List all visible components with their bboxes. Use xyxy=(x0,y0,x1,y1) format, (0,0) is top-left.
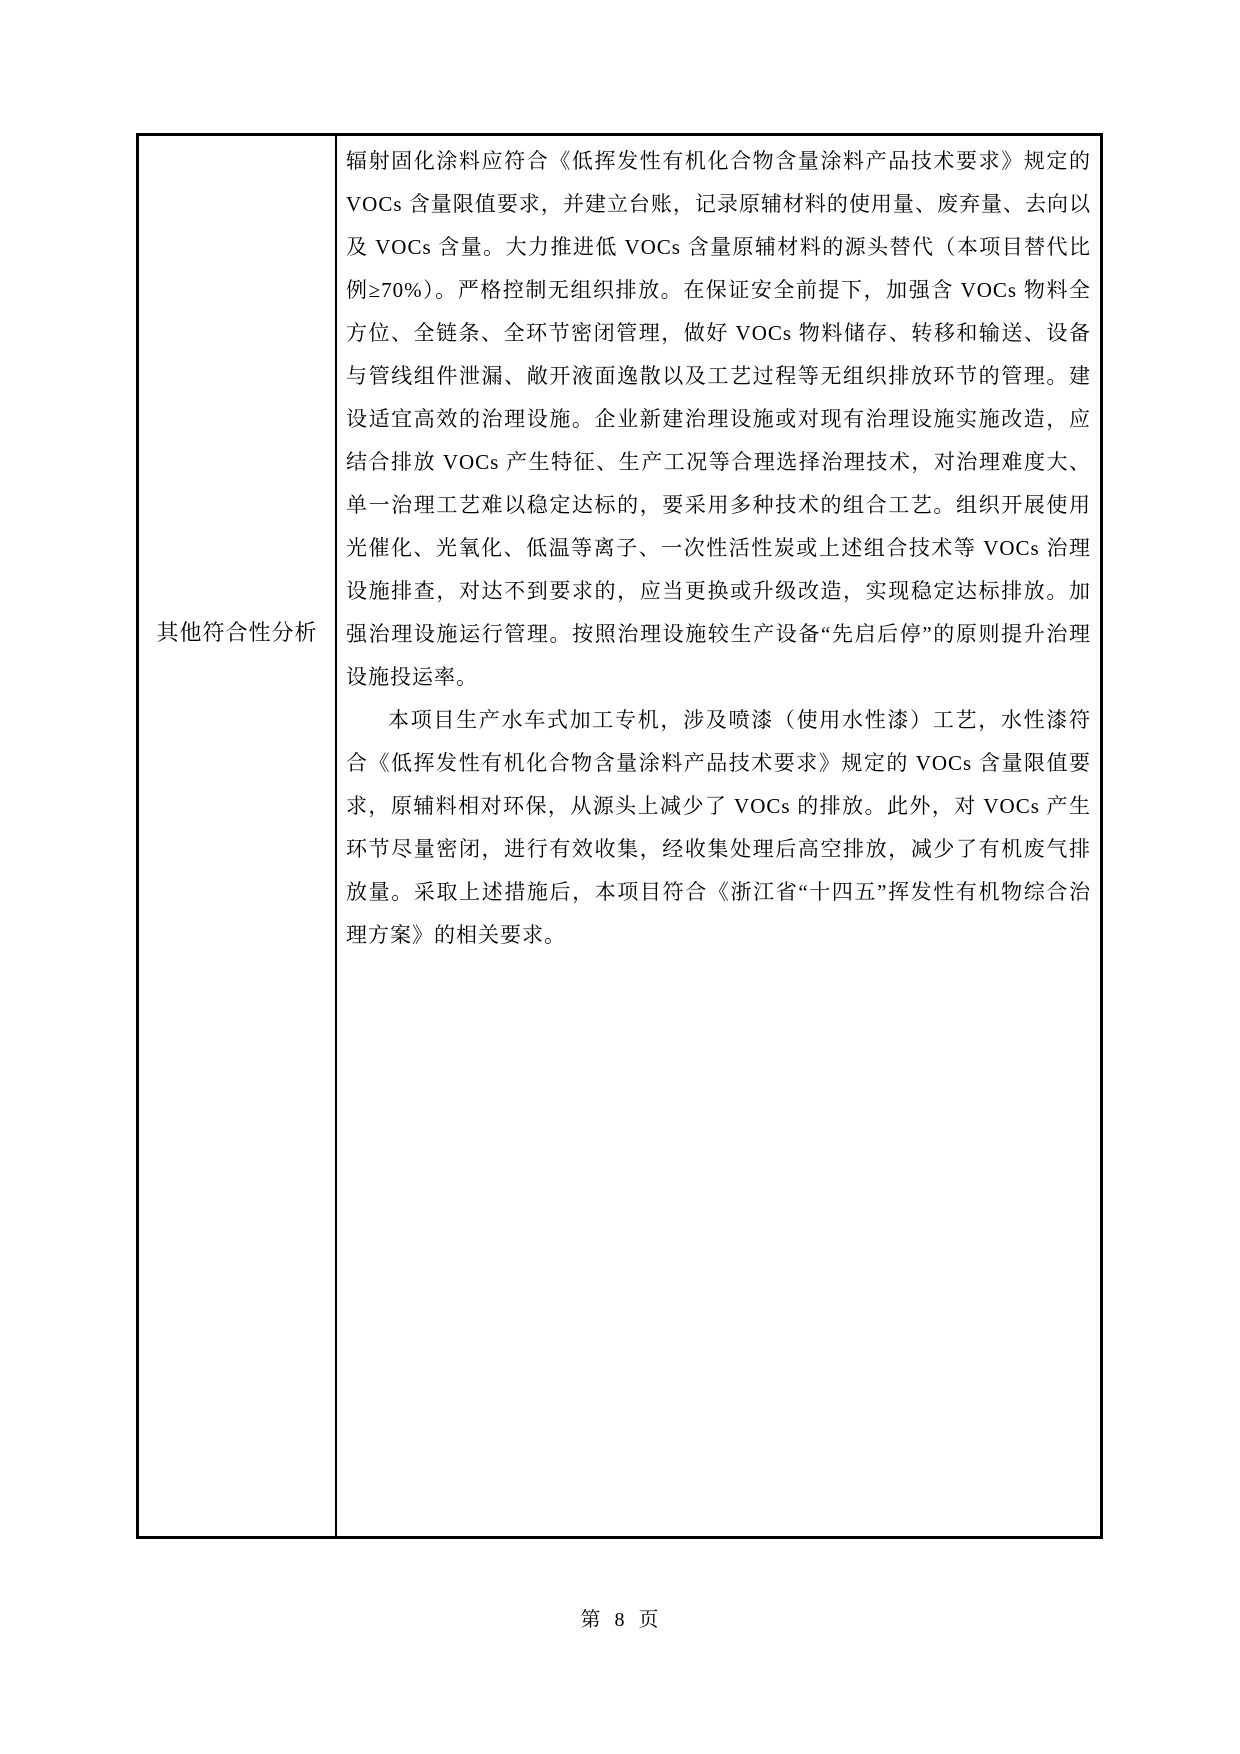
row-header-label: 其他符合性分析 xyxy=(156,620,318,645)
page-footer xyxy=(0,1603,1240,1632)
table-row-header-cell xyxy=(139,136,337,1536)
body-paragraph-1: 辐射固化涂料应符合《低挥发性有机化合物含量涂料产品技术要求》规定的 VOCs 含量限值要求，并建立台账，记录原辅材料的使用量、废弃量、去向以及 VOCs 含量。大力推进低 VOCs 含量原辅材料的源头替代（本项目替代比例≥70%）。严格控制无组织排放。在保证安全前提下，加强含 VOCs 物料全方位、全链条、全环节密闭管理，做好 VOCs 物料储存、转移和输送、设备与管线组件泄漏、敞开液面逸散以及工艺过程等无组织排放环节的管理。建设适宜高效的治理设施。企业新建治理设施或对现有治理设施实施改造，应结合排放 VOCs 产生特征、生产工况等合理选择治理技术，对治理难度大、单一治理工艺难以稳定达标的，要采用多种技术的组合工艺。组织开展使用光催化、光氧化、低温等离子、一次性活性炭或上述组合技术等 VOCs 治理设施排查，对达不到要求的，应当更换或升级改造，实现稳定达标排放。加强治理设施运行管理。按照治理设施较生产设备“先启后停”的原则提升治理设施投运率。 xyxy=(346,149,1091,689)
body-paragraph-2: 本项目生产水车式加工专机，涉及喷漆（使用水性漆）工艺，水性漆符合《低挥发性有机化合物含量涂料产品技术要求》规定的 VOCs 含量限值要求，原辅料相对环保，从源头上减少了 VOCs 的排放。此外，对 VOCs 产生环节尽量密闭，进行有效收集，经收集处理后高空排放，减少了有机废气排放量。采取上述措施后，本项目符合《浙江省“十四五”挥发性有机物综合治理方案》的相关要求。 xyxy=(346,708,1091,947)
compliance-analysis-table xyxy=(136,133,1103,1539)
table-content-cell xyxy=(337,136,1100,1536)
page-number: 第 8 页 xyxy=(580,1609,660,1631)
